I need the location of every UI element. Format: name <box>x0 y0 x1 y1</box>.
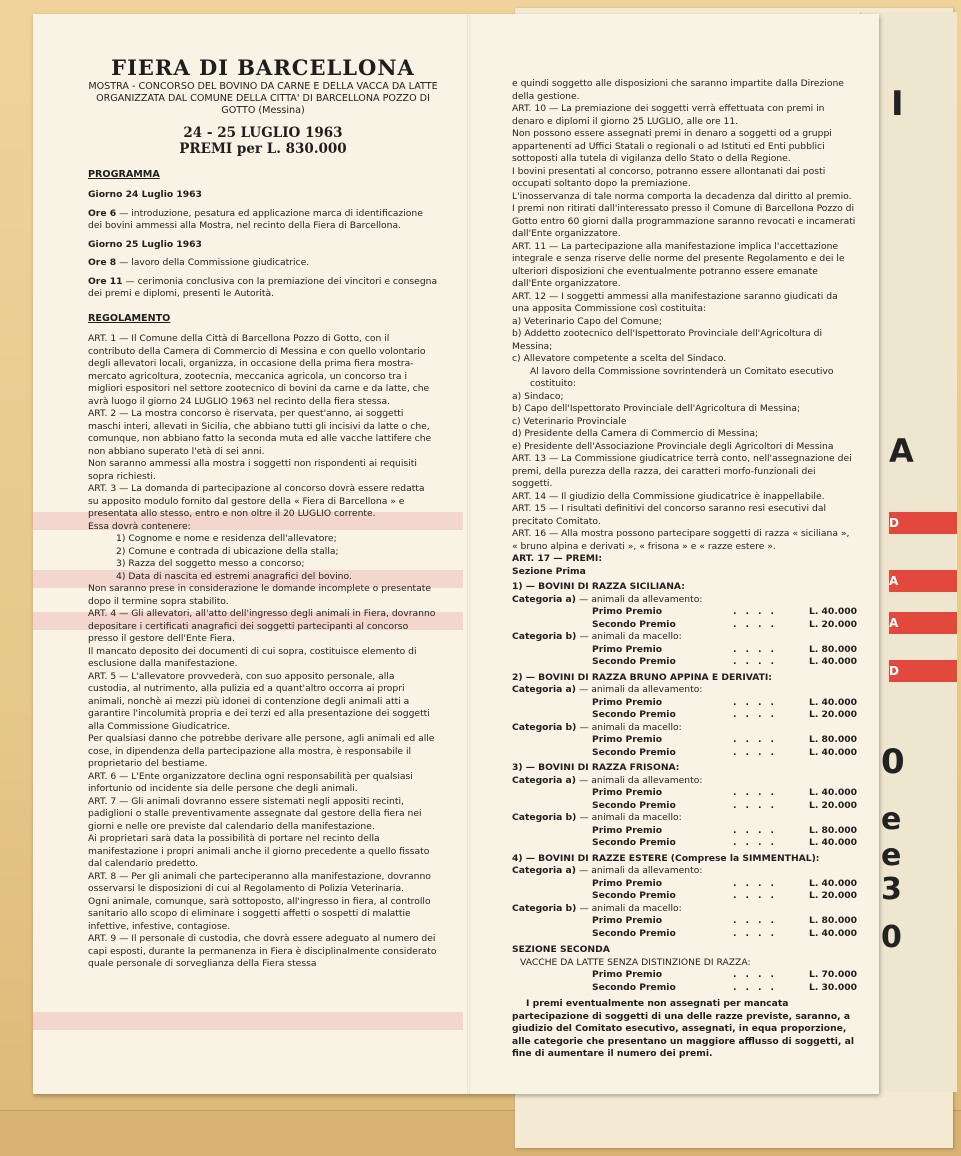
article-paragraph: e quindi soggetto alle disposizioni che saranno impartite dalla Direzione della gestione. <box>512 78 844 102</box>
section-heading: Sezione Prima <box>512 565 586 577</box>
prize-name: Primo Premio <box>592 877 663 889</box>
prize-amount: L. 40.000 <box>809 606 857 617</box>
prize-name: Primo Premio <box>592 787 663 798</box>
poster-band-letter: D <box>889 664 899 678</box>
prize-name: Primo Premio <box>592 643 663 655</box>
article-paragraph: Ai proprietari sarà data la possibilità di portare nel recinto della manifestazione i propri animali anche il giorno precedente a quello fissato dal calendario predetto. <box>88 833 430 869</box>
schedule-item <box>88 208 438 233</box>
article-paragraph: ART. 5 — L'allevatore provvederà, con suo apposito personale, alla custodia, al nutrimento, alla pulizia ed a quant'altro occorra ai propri animali, nonchè ai mezzi più idonei di contenzione degli animali atti a garantire l'incolumità propria e dei terzi ed alla presentazione dei soggetti alla Commissione Giudicatrice. <box>88 670 430 732</box>
article-paragraph: ART. 4 — Gli allevatori, all'atto dell'ingresso degli animali in Fiera, dovranno depositare i certificati anagrafici dei soggetti partecipanti al concorso presso il gestore dell'Ente Fiera. <box>88 608 436 644</box>
category-label: Categoria a) <box>512 593 576 605</box>
prize-name: Secondo Premio <box>592 746 676 758</box>
prize-name: Secondo Premio <box>592 799 676 811</box>
category-label: Categoria b) <box>512 902 577 914</box>
prize-row: Primo Premio .... L. 80.000 <box>592 734 857 745</box>
poster-glyph: A <box>889 432 914 470</box>
category-label: Categoria b) <box>512 721 577 733</box>
category-label: Categoria a) <box>512 684 576 695</box>
category-label: Categoria b) <box>512 631 577 642</box>
category-desc: — animali da allevamento: <box>579 774 703 786</box>
committee-member: b) Capo dell'Ispettorato Provinciale dell'Agricoltura di Messina; <box>512 403 801 414</box>
committee-member: c) Veterinario Provinciale <box>512 415 627 427</box>
list-item: 3) Razza del soggetto messo a concorso; <box>116 558 305 569</box>
article-paragraph: ART. 14 — Il giudizio della Commissione giudicatrice è inappellabile. <box>512 490 825 502</box>
poster-red-band <box>889 512 957 534</box>
closing-note: I premi eventualmente non assegnati per mancata partecipazione di soggetti di una delle razze previste, saranno, a giudizio del Comitato esecutivo, assegnati, in equa proporzione, alle categorie che presentano un maggiore afflusso di soggetti, al fine di aumentare il numero dei premi. <box>512 998 854 1059</box>
prize-amount: L. 40.000 <box>809 696 857 708</box>
prize-amount: L. 40.000 <box>809 927 857 939</box>
commission-member: c) Allevatore competente a scelta del Sindaco. <box>512 353 727 364</box>
prize-name: Secondo Premio <box>592 890 676 901</box>
prize-row: Secondo Premio .... L. 40.000 <box>592 746 857 758</box>
article-17-heading: ART. 17 — PREMI: <box>512 553 603 564</box>
poster-glyph: 3 <box>881 872 902 907</box>
prize-amount: L. 70.000 <box>809 969 857 980</box>
prize-list <box>512 581 857 940</box>
category-desc: — animali da allevamento: <box>579 593 703 605</box>
day2-heading: Giorno 25 Luglio 1963 <box>88 238 202 250</box>
commission-member: b) Addetto zootecnico dell'Ispettorato Provinciale dell'Agricoltura di Messina; <box>512 328 823 352</box>
prize-row: Primo Premio .... L. 80.000 <box>592 915 857 926</box>
category-desc: — animali da allevamento: <box>579 684 703 695</box>
category-line <box>512 812 857 825</box>
prize-amount: L. 20.000 <box>809 890 857 901</box>
article-paragraph: Non possono essere assegnati premi in denaro a soggetti od a gruppi appartenenti ad Uffici Statali o regionali o ad Istituti ed Enti pubblici sottoposti alla tutela di vigilanza dello Stato o della Regione. <box>512 128 832 164</box>
prize-name: Primo Premio <box>592 696 663 708</box>
breed-heading: 1) — BOVINI DI RAZZA SICILIANA: <box>512 581 685 592</box>
category-label: Categoria a) <box>512 865 576 876</box>
prize-row: Primo Premio .... L. 40.000 <box>592 696 857 708</box>
prize-row: Primo Premio .... L. 40.000 <box>592 606 857 617</box>
poster-glyph: I <box>891 84 904 124</box>
prize-name: Secondo Premio <box>592 981 676 993</box>
article-paragraph: ART. 2 — La mostra concorso è riservata, per quest'anno, ai soggetti maschi interi, allevati in Sicilia, che abbiano tutti gli incisivi da latte o che, comunque, non abbiano fatto la seconda muta ed alle vacche lattifere che non abbiano superato l'età di sei anni. <box>88 408 432 457</box>
prize-row: Secondo Premio .... L. 40.000 <box>592 837 857 848</box>
fold-line <box>467 14 470 1094</box>
article-paragraph: ART. 6 — L'Ente organizzatore declina ogni responsabilità per qualsiasi infortunio od incidente sia delle persone che degli animali. <box>88 770 413 794</box>
article-paragraph: ART. 3 — La domanda di partecipazione al concorso dovrà essere redatta su apposito modulo fornito dal gestore della « Fiera di Barcellona » e presentata allo stesso, entro e non oltre il 20 LUGLIO corrente. <box>88 483 425 519</box>
page-title: FIERA DI BARCELLONA <box>111 55 415 80</box>
event-dates: 24 - 25 LUGLIO 1963 <box>183 124 343 141</box>
category-label: Categoria b) <box>512 812 577 823</box>
schedule-text: — cerimonia conclusiva con la premiazione dei vincitori e consegna dei premi e diplomi, presenti le Autorità. <box>88 275 438 299</box>
prize-row: Secondo Premio .... L. 20.000 <box>592 618 857 630</box>
prize-name: Secondo Premio <box>592 837 676 848</box>
article-paragraph: I premi non ritirati dall'interessato presso il Comune di Barcellona Pozzo di Gotto entro 60 giorni dalla programmazione saranno revocati e incamerati dall'Ente organizzatore. <box>512 203 856 239</box>
regolamento-heading: REGOLAMENTO <box>88 312 171 324</box>
category-line <box>512 865 857 878</box>
prize-name: Secondo Premio <box>592 656 676 667</box>
prize-row: Secondo Premio .... L. 30.000 <box>592 981 857 993</box>
prize-name: Secondo Premio <box>592 709 676 720</box>
prize-amount: L. 80.000 <box>809 734 857 745</box>
poster-red-band <box>889 570 957 592</box>
article-paragraph: Non saranno ammessi alla mostra i soggetti non rispondenti ai requisiti sopra richiesti. <box>88 458 417 482</box>
prize-name: Primo Premio <box>592 606 663 617</box>
poster-glyph: e <box>881 838 902 873</box>
poster-glyph: e <box>881 802 902 837</box>
article-paragraph: Non saranno prese in considerazione le domande incomplete o presentate dopo il termine sopra stabilito. <box>88 583 432 607</box>
article-paragraph: Il mancato deposito dei documenti di cui sopra, costituisce elemento di esclusione dalla manifestazione. <box>88 645 417 669</box>
prize-amount: L. 40.000 <box>809 656 857 667</box>
category-desc: — animali da macello: <box>579 902 682 914</box>
schedule-time: Ore 11 <box>88 275 123 287</box>
day1-heading: Giorno 24 Luglio 1963 <box>88 189 202 200</box>
prize-amount: L. 80.000 <box>809 643 857 655</box>
prize-name: Primo Premio <box>592 824 663 836</box>
pink-stain <box>33 1012 463 1030</box>
article-paragraph: ART. 16 — Alla mostra possono partecipare soggetti di razza « siciliana », « bruno alpina e derivati », « frisona » e « razze estere ». <box>512 528 850 552</box>
category-line <box>512 775 857 788</box>
poster-band-letter: D <box>889 516 899 530</box>
prize-name: Secondo Premio <box>592 618 676 630</box>
category-line <box>512 684 857 697</box>
article-paragraph: ART. 7 — Gli animali dovranno essere sistemati negli appositi recinti, padiglioni o stalle preventivamente assegnate dal gestore della fiera nei giorni e nelle ore previste dal calendario della manifestazione. <box>88 795 422 832</box>
prize-amount: L. 20.000 <box>809 799 857 811</box>
committee-member: d) Presidente della Camera di Commercio di Messina; <box>512 428 759 439</box>
programma-heading: PROGRAMMA <box>88 168 160 180</box>
category-desc: — animali da macello: <box>579 721 682 733</box>
article-paragraph: ART. 12 — I soggetti ammessi alla manifestazione saranno giudicati da una apposita Commissione così costituita: <box>512 290 838 314</box>
category-line <box>512 722 857 735</box>
page-subtitle: MOSTRA - CONCORSO DEL BOVINO DA CARNE E DELLA VACCA DA LATTE ORGANIZZATA DAL COMUNE DELLA CITTA' DI BARCELLONA POZZO DI GOTTO (Messina) <box>88 80 438 116</box>
breed-heading: 4) — BOVINI DI RAZZE ESTERE (Comprese la SIMMENTHAL): <box>512 852 820 864</box>
prize-amount: L. 80.000 <box>809 915 857 926</box>
article-paragraph: Ogni animale, comunque, sarà sottoposto, all'ingresso in fiera, al controllo sanitario allo scopo di eliminare i soggetti affetti o sospetti di malattie infettive, infestive, contagiose. <box>88 895 431 932</box>
prize-amount: L. 20.000 <box>809 618 857 630</box>
poster-red-band <box>889 612 957 634</box>
article-paragraph: Essa dovrà contenere: <box>88 520 191 532</box>
committee-intro: Al lavoro della Commissione sovrintenderà un Comitato esecutivo costituito: <box>530 365 834 389</box>
prize-amount: L. 40.000 <box>809 877 857 889</box>
poster-glyph: 0 <box>881 920 902 955</box>
left-column <box>88 55 438 971</box>
poster-band-letter: A <box>889 616 899 630</box>
article-paragraph: Per qualsiasi danno che potrebbe derivare alle persone, agli animali ed alle cose, in dipendenza della partecipazione alla mostra, è responsabile il proprietario del bestiame. <box>88 733 435 769</box>
list-item: 4) Data di nascita ed estremi anagrafici del bovino. <box>116 570 352 582</box>
category-line <box>512 594 857 607</box>
article-paragraph: ART. 11 — La partecipazione alla manifestazione implica l'accettazione integrale e senza riserve delle norme del presente Regolamento e dei le ulteriori disposizioni che eventualmente potranno essere emanate dall'Ente organizzatore. <box>512 240 845 289</box>
prize-amount: L. 40.000 <box>809 787 857 798</box>
poster-red-band <box>889 660 957 682</box>
prize-amount: L. 40.000 <box>809 837 857 848</box>
prize-row: Primo Premio .... L. 80.000 <box>592 824 857 836</box>
prize-row: Secondo Premio .... L. 20.000 <box>592 709 857 720</box>
category-label: Categoria a) <box>512 774 576 786</box>
prize-row: Secondo Premio .... L. 40.000 <box>592 656 857 667</box>
prize-total: PREMI per L. 830.000 <box>179 140 347 157</box>
list-item: 1) Cognome e nome e residenza dell'allevatore; <box>116 533 337 544</box>
article-paragraph: ART. 8 — Per gli animali che parteciperanno alla manifestazione, dovranno osservarsi le disposizioni di cui al Regolamento di Polizia Veterinaria. <box>88 870 431 894</box>
prize-row: Secondo Premio .... L. 20.000 <box>592 890 857 901</box>
commission-member: a) Veterinario Capo del Comune; <box>512 315 663 327</box>
prize-row: Secondo Premio .... L. 40.000 <box>592 927 857 939</box>
dairy-cows-heading: VACCHE DA LATTE SENZA DISTINZIONE DI RAZZA: <box>520 956 751 968</box>
prize-amount: L. 40.000 <box>809 746 857 758</box>
poster-band-letter: A <box>889 574 899 588</box>
prize-amount: L. 80.000 <box>809 824 857 836</box>
article-paragraph: ART. 1 — Il Comune della Città di Barcellona Pozzo di Gotto, con il contributo della Camera di Commercio di Messina e con quello volontario degli allevatori locali, organizza, in occasione della prima fiera mostra-mercato agricoltura, zootecnia, meccanica agricola, un concorso tra i migliori espositori nel settore zootecnico di bovini da carne e da latte, che avrà luogo il giorno 24 LUGLIO 1963 nel recinto della fiera stessa. <box>88 333 430 407</box>
list-item: 2) Comune e contrada di ubicazione della stalla; <box>116 545 339 557</box>
prize-row: Secondo Premio .... L. 20.000 <box>592 799 857 811</box>
category-desc: — animali da allevamento: <box>579 865 703 876</box>
prize-row: Primo Premio .... L. 80.000 <box>592 643 857 655</box>
prize-row: Primo Premio .... L. 40.000 <box>592 787 857 798</box>
poster-glyph: 0 <box>881 742 905 782</box>
prize-row: Primo Premio .... L. 70.000 <box>592 969 857 980</box>
article-paragraph: ART. 9 — Il personale di custodia, che dovrà essere adeguato al numero dei capi esposti, durante la permanenza in Fiera è disciplinalmente considerato quale personale di sorveglianza della Fiera stessa <box>88 933 437 969</box>
right-column <box>512 78 857 1061</box>
breed-heading: 2) — BOVINI DI RAZZA BRUNO APPINA E DERIVATI: <box>512 671 772 683</box>
category-desc: — animali da macello: <box>579 812 682 823</box>
article-paragraph: ART. 13 — La Commissione giudicatrice terrà conto, nell'assegnazione dei premi, della purezza della razza, dei caratteri morfo-funzionali dei soggetti. <box>512 453 852 489</box>
schedule-item <box>88 276 438 301</box>
schedule-item <box>88 257 438 270</box>
article-paragraph: I bovini presentati al concorso, potranno essere allontanati dai posti occupati soltanto dopo la premiazione. <box>512 165 826 189</box>
category-desc: — animali da macello: <box>579 631 682 642</box>
prize-row: Primo Premio .... L. 40.000 <box>592 877 857 889</box>
prize-name: Primo Premio <box>592 734 663 745</box>
schedule-text: — introduzione, pesatura ed applicazione marca di identificazione dei bovini ammessi alla Mostra, nel recinto della Fiera di Barcellona. <box>88 207 423 231</box>
prize-amount: L. 20.000 <box>809 709 857 720</box>
category-line <box>512 631 857 644</box>
schedule-time: Ore 6 <box>88 207 117 219</box>
article-paragraph: ART. 10 — La premiazione dei soggetti verrà effettuata con premi in denaro e diplomi il giorno 25 LUGLIO, alle ore 11. <box>512 103 825 127</box>
category-line <box>512 903 857 916</box>
prize-name: Primo Premio <box>592 969 663 980</box>
committee-member: a) Sindaco; <box>512 390 564 402</box>
article-paragraph: L'inosservanza di tale norma comporta la decadenza dal diritto al premio. <box>512 190 852 202</box>
article-paragraph: ART. 15 — I risultati definitivi del concorso saranno resi esecutivi dal precitato Comitato. <box>512 503 826 527</box>
prize-amount: L. 30.000 <box>809 981 857 993</box>
committee-member: e) Presidente dell'Associazione Provinciale degli Agricoltori di Messina <box>512 440 834 452</box>
prize-name: Primo Premio <box>592 915 663 926</box>
section-heading: SEZIONE SECONDA <box>512 944 610 955</box>
breed-heading: 3) — BOVINI DI RAZZA FRISONA: <box>512 762 680 773</box>
prize-name: Secondo Premio <box>592 927 676 939</box>
schedule-text: — lavoro della Commissione giudicatrice. <box>119 257 310 268</box>
schedule-time: Ore 8 <box>88 257 117 268</box>
